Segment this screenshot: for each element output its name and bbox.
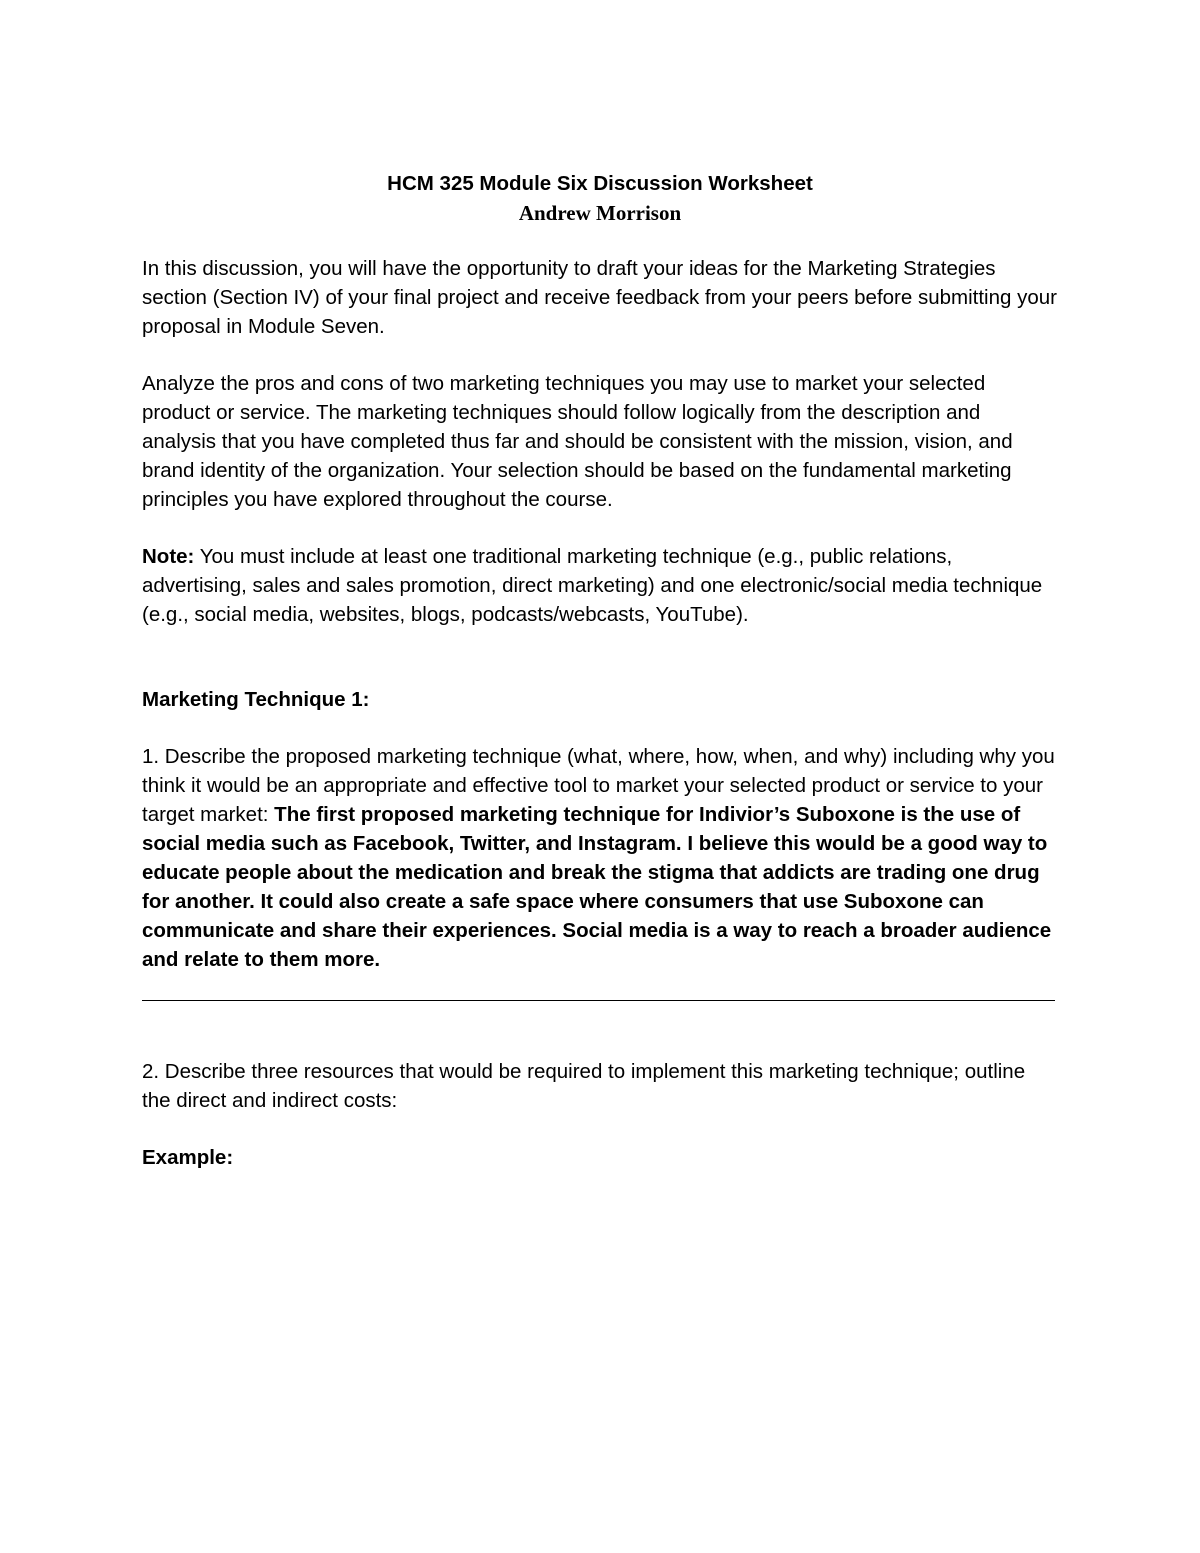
- document-title: HCM 325 Module Six Discussion Worksheet: [387, 172, 813, 195]
- worksheet-page: [142, 170, 1058, 1172]
- question-1: [142, 742, 1058, 974]
- note-label: Note:: [142, 545, 195, 568]
- question-1-prompt: 1. Describe the proposed marketing technique (what, where, how, when, and why) including why you think it would be an appropriate and effective tool to market your selected product or service to your target market:: [142, 745, 1055, 826]
- instructions-paragraph: Analyze the pros and cons of two marketing techniques you may use to market your selected product or service. The marketing techniques should follow logically from the description and analysis that you have completed thus far and should be consistent with the mission, vision, and brand identity of the organization. Your selection should be based on the fundamental marketing principles you have explored throughout the course.: [142, 372, 1013, 511]
- example-label: Example:: [142, 1146, 234, 1169]
- technique-1-heading: Marketing Technique 1:: [142, 688, 370, 711]
- author-name: Andrew Morrison: [518, 201, 682, 225]
- intro-paragraph: In this discussion, you will have the opportunity to draft your ideas for the Marketing Strategies section (Section IV) of your final project and receive feedback from your peers before submitting your proposal in Module Seven.: [142, 257, 1057, 338]
- note-text: You must include at least one traditional marketing technique (e.g., public relations, advertising, sales and sales promotion, direct marketing) and one electronic/social media technique (e.g., social media, websites, blogs, podcasts/webcasts, YouTube).: [142, 545, 1043, 626]
- answer-divider-line: [142, 1000, 1055, 1001]
- note-paragraph: [142, 542, 1058, 629]
- question-2-prompt: 2. Describe three resources that would be required to implement this marketing technique; outline the direct and indirect costs:: [142, 1060, 1026, 1112]
- question-1-answer: The first proposed marketing technique for Indivior’s Suboxone is the use of social media such as Facebook, Twitter, and Instagram. I believe this would be a good way to educate people about the medication and break the stigma that addicts are trading one drug for another. It could also create a safe space where consumers that use Suboxone can communicate and share their experiences. Social media is a way to reach a broader audience and relate to them more.: [142, 803, 1052, 971]
